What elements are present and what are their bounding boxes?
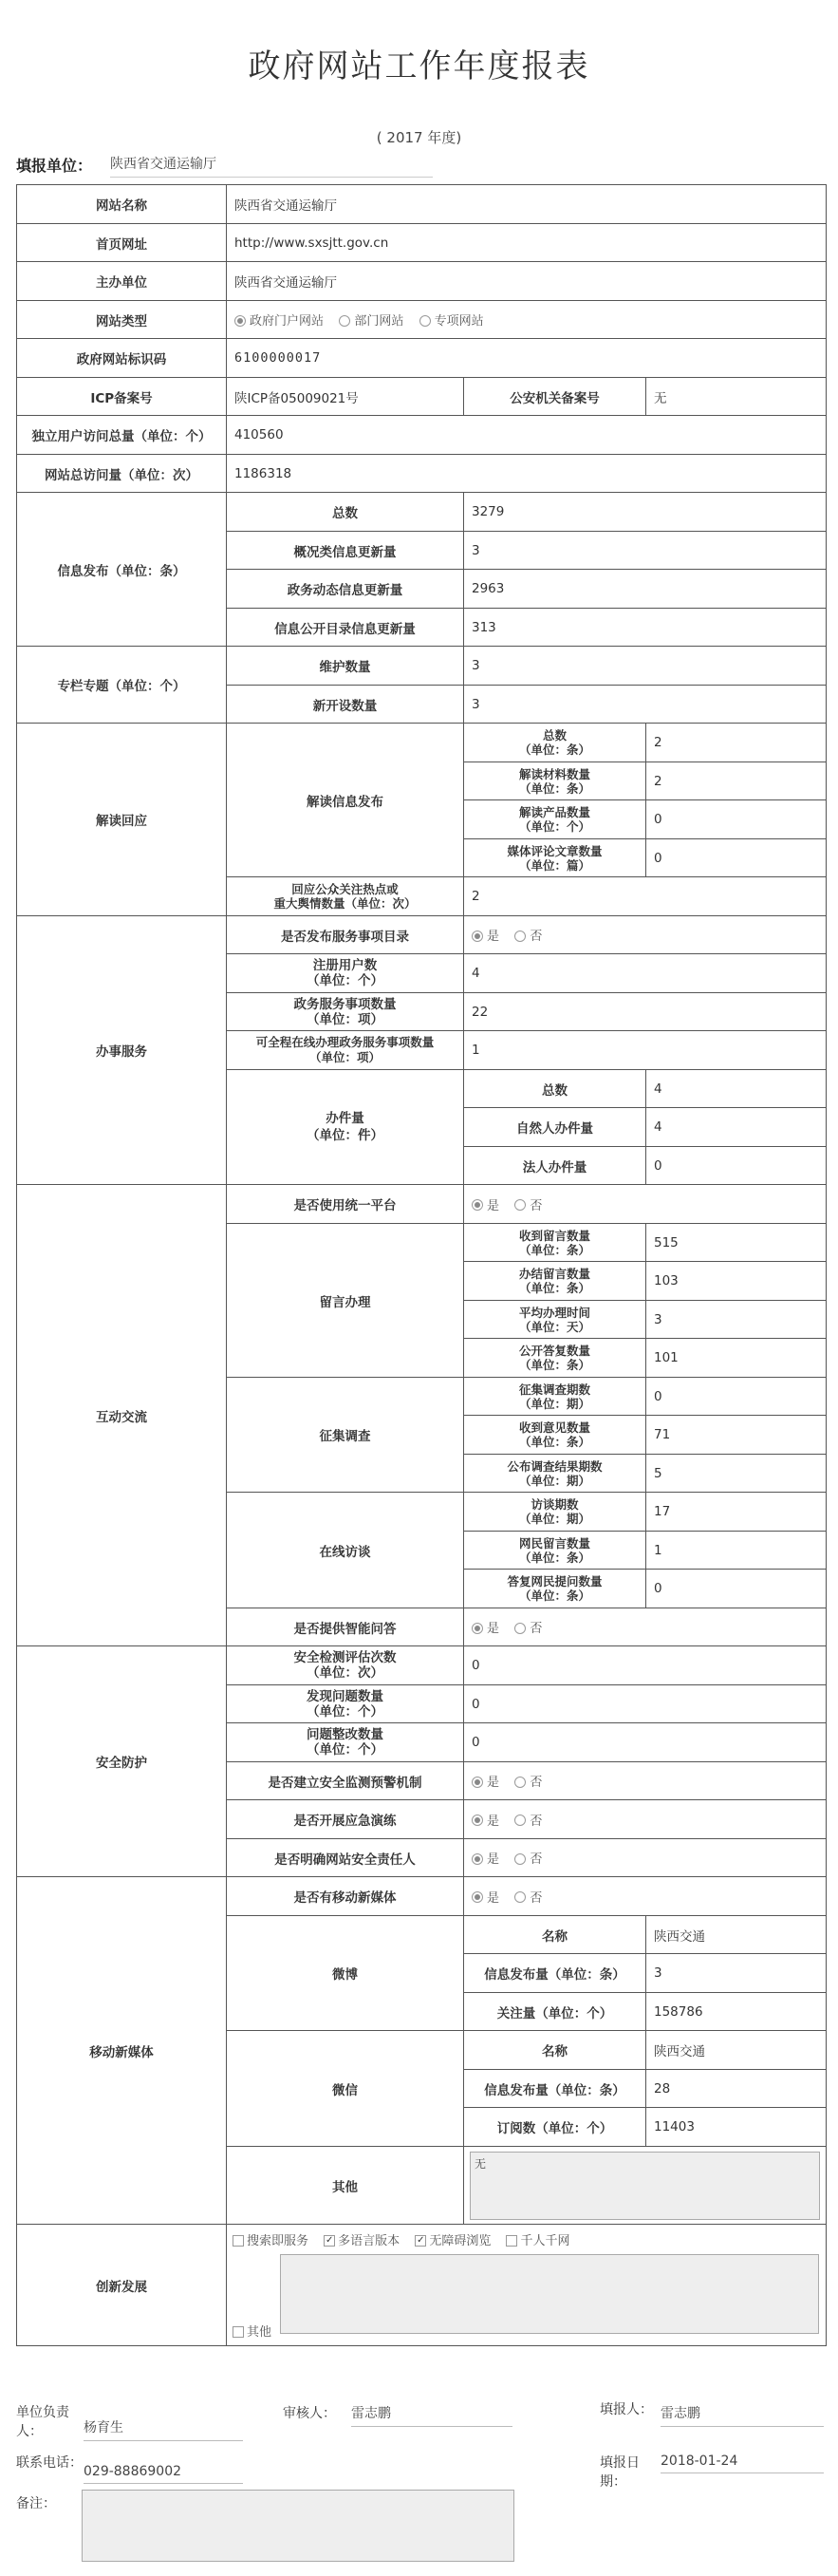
security-owner-radios — [464, 1839, 827, 1877]
checkbox-icon — [233, 2235, 244, 2247]
service-catalog-radios — [464, 916, 827, 954]
security-fixed-field[interactable]: 0 — [464, 1723, 827, 1762]
report-table — [16, 184, 827, 2346]
security-owner-label: 是否明确网站安全责任人 — [227, 1839, 464, 1877]
radio-icon — [234, 315, 246, 327]
weibo-posts-label: 信息发布量（单位：条） — [464, 1954, 646, 1993]
interact-unified-radios — [464, 1185, 827, 1224]
home-url-label: 首页网址 — [17, 224, 227, 262]
reviewer-field[interactable]: 雷志鹏 — [351, 2403, 512, 2427]
radio-icon — [472, 931, 483, 942]
security-tests-label: 安全检测评估次数 （单位：次） — [227, 1646, 464, 1685]
innovation-other-textarea[interactable] — [280, 2254, 819, 2334]
interact-smart-label: 是否提供智能问答 — [227, 1608, 464, 1646]
service-handled-label: 办件量 （单位：件） — [227, 1070, 464, 1185]
info-general-label: 概况类信息更新量 — [227, 532, 464, 570]
site-type-special[interactable]: 专项网站 — [419, 314, 484, 329]
interp-total-field[interactable]: 2 — [646, 724, 827, 762]
interp-product-label: 解读产品数量 （单位：个） — [464, 800, 646, 839]
service-catalog-yes[interactable]: 是 — [472, 930, 499, 944]
interp-group-label: 解读回应 — [17, 724, 227, 916]
wechat-subs-label: 订阅数（单位：个） — [464, 2108, 646, 2147]
interact-smart-radios — [464, 1608, 827, 1646]
info-total-label: 总数 — [227, 493, 464, 532]
security-warn-yes[interactable]: 是 — [472, 1776, 499, 1790]
interview-answers-field[interactable]: 0 — [646, 1570, 827, 1608]
checkbox-checked-icon: ✓ — [417, 2234, 425, 2246]
home-url-field[interactable]: http://www.sxsjtt.gov.cn — [227, 224, 827, 262]
police-label: 公安机关备案号 — [464, 378, 646, 416]
radio-icon — [514, 1891, 526, 1903]
service-group-label: 办事服务 — [17, 916, 227, 1185]
interview-answers-label: 答复网民提问数量 （单位：条） — [464, 1570, 646, 1608]
security-tests-field[interactable]: 0 — [464, 1646, 827, 1685]
date-field[interactable]: 2018-01-24 — [661, 2454, 824, 2473]
security-issues-label: 发现问题数量 （单位：个） — [227, 1685, 464, 1723]
site-name-field[interactable]: 陕西省交通运输厅 — [227, 185, 827, 224]
survey-results-label: 公布调查结果期数 （单位：期） — [464, 1455, 646, 1493]
site-code-field[interactable]: 6100000017 — [227, 339, 827, 378]
security-issues-field[interactable]: 0 — [464, 1685, 827, 1723]
interp-material-label: 解读材料数量 （单位：条） — [464, 762, 646, 800]
weibo-name-label: 名称 — [464, 1916, 646, 1954]
survey-sub-label: 征集调查 — [227, 1378, 464, 1493]
site-type-label: 网站类型 — [17, 301, 227, 339]
checkbox-icon — [233, 2326, 244, 2338]
note-label: 备注： — [16, 2496, 56, 2511]
interact-unified-no[interactable]: 否 — [514, 1199, 542, 1213]
interp-response-field[interactable]: 2 — [464, 877, 827, 916]
service-h-total-label: 总数 — [464, 1070, 646, 1108]
interact-smart-no[interactable]: 否 — [514, 1622, 542, 1636]
wechat-subs-field[interactable]: 11403 — [646, 2108, 827, 2147]
msg-avg-label: 平均办理时间 （单位：天） — [464, 1301, 646, 1339]
weibo-follow-field[interactable]: 158786 — [646, 1993, 827, 2031]
column-group-label: 专栏专题（单位：个） — [17, 647, 227, 724]
innovation-other-row — [233, 2254, 820, 2340]
innovation-other-option[interactable]: 其他 — [233, 2322, 271, 2340]
reporting-unit-field[interactable]: 陕西省交通运输厅 — [110, 154, 433, 178]
interp-product-field[interactable]: 0 — [646, 800, 827, 839]
survey-periods-field[interactable]: 0 — [646, 1378, 827, 1416]
filler-field[interactable]: 雷志鹏 — [661, 2403, 824, 2427]
police-field[interactable]: 无 — [646, 378, 827, 416]
checkbox-icon — [506, 2235, 517, 2247]
radio-icon — [514, 1623, 526, 1634]
interact-unified-yes[interactable]: 是 — [472, 1199, 499, 1213]
msg-avg-field[interactable]: 3 — [646, 1301, 827, 1339]
interview-periods-label: 访谈期数 （单位：期） — [464, 1493, 646, 1532]
info-general-field[interactable]: 3 — [464, 532, 827, 570]
msg-done-field[interactable]: 103 — [646, 1262, 827, 1301]
phone-label: 联系电话： — [16, 2455, 83, 2471]
interp-media-field[interactable]: 0 — [646, 839, 827, 877]
msg-recv-field[interactable]: 515 — [646, 1224, 827, 1262]
interp-media-label: 媒体评论文章数量 （单位：篇） — [464, 839, 646, 877]
mobile-has-label: 是否有移动新媒体 — [227, 1877, 464, 1916]
service-h-legal-label: 法人办件量 — [464, 1147, 646, 1185]
service-h-legal-field[interactable]: 0 — [646, 1147, 827, 1185]
interp-total-label: 总数 （单位：条） — [464, 724, 646, 762]
security-group-label: 安全防护 — [17, 1646, 227, 1877]
site-name-label: 网站名称 — [17, 185, 227, 224]
column-new-label: 新开设数量 — [227, 686, 464, 724]
service-h-person-field[interactable]: 4 — [646, 1108, 827, 1147]
service-online-label: 可全程在线办理政务服务事项数量 （单位：项） — [227, 1031, 464, 1070]
innovation-group-label: 创新发展 — [17, 2225, 227, 2346]
info-open-label: 信息公开目录信息更新量 — [227, 609, 464, 647]
radio-icon — [472, 1891, 483, 1903]
security-drill-label: 是否开展应急演练 — [227, 1800, 464, 1839]
report-year: ( 2017 年度) — [376, 129, 462, 146]
service-online-field[interactable]: 1 — [464, 1031, 827, 1070]
security-drill-radios — [464, 1800, 827, 1839]
note-textarea[interactable] — [82, 2490, 514, 2562]
site-code-label: 政府网站标识码 — [17, 339, 227, 378]
survey-opinions-label: 收到意见数量 （单位：条） — [464, 1416, 646, 1455]
msg-pub-field[interactable]: 101 — [646, 1339, 827, 1378]
info-dynamic-field[interactable]: 2963 — [464, 570, 827, 609]
security-drill-yes[interactable]: 是 — [472, 1814, 499, 1829]
pv-label: 网站总访问量（单位：次） — [17, 455, 227, 493]
mobile-has-yes[interactable]: 是 — [472, 1891, 499, 1906]
innovation-options — [233, 2230, 820, 2248]
site-type-portal[interactable]: 政府门户网站 — [234, 314, 324, 329]
service-users-label: 注册用户数 （单位：个） — [227, 954, 464, 993]
interview-msgs-label: 网民留言数量 （单位：条） — [464, 1532, 646, 1570]
interact-unified-label: 是否使用统一平台 — [227, 1185, 464, 1224]
checkbox-checked-icon: ✓ — [325, 2234, 334, 2246]
mobile-group-label: 移动新媒体 — [17, 1877, 227, 2225]
mobile-other-cell — [464, 2147, 827, 2225]
site-type-radios — [227, 301, 827, 339]
uv-field[interactable]: 410560 — [227, 416, 827, 455]
host-field[interactable]: 陕西省交通运输厅 — [227, 262, 827, 301]
interp-response-label: 回应公众关注热点或 重大舆情数量（单位：次） — [227, 877, 464, 916]
innovation-accessibility[interactable]: ✓ 无障碍浏览 — [417, 2234, 492, 2248]
radio-icon — [472, 1199, 483, 1211]
wechat-name-field[interactable]: 陕西交通 — [646, 2031, 827, 2070]
service-h-person-label: 自然人办件量 — [464, 1108, 646, 1147]
uv-label: 独立用户访问总量（单位：个） — [17, 416, 227, 455]
wechat-name-label: 名称 — [464, 2031, 646, 2070]
service-catalog-label: 是否发布服务事项目录 — [227, 916, 464, 954]
msg-sub-label: 留言办理 — [227, 1224, 464, 1378]
report-title: 政府网站工作年度报表 — [248, 47, 590, 85]
security-fixed-label: 问题整改数量 （单位：个） — [227, 1723, 464, 1762]
survey-periods-label: 征集调查期数 （单位：期） — [464, 1378, 646, 1416]
interact-smart-yes[interactable]: 是 — [472, 1622, 499, 1636]
service-users-field[interactable]: 4 — [464, 954, 827, 993]
interp-material-field[interactable]: 2 — [646, 762, 827, 800]
interview-sub-label: 在线访谈 — [227, 1493, 464, 1608]
mobile-has-radios — [464, 1877, 827, 1916]
date-label: 填报日期： — [600, 2455, 640, 2490]
security-warn-radios — [464, 1762, 827, 1800]
radio-icon — [339, 315, 350, 327]
service-catalog-no[interactable]: 否 — [514, 930, 542, 944]
survey-opinions-field[interactable]: 71 — [646, 1416, 827, 1455]
mobile-has-no[interactable]: 否 — [514, 1891, 542, 1906]
reporting-unit-label: 填报单位： — [16, 157, 93, 175]
weibo-follow-label: 关注量（单位：个） — [464, 1993, 646, 2031]
interview-msgs-field[interactable]: 1 — [646, 1532, 827, 1570]
innovation-cell — [227, 2225, 827, 2346]
radio-icon — [472, 1777, 483, 1788]
radio-icon — [472, 1814, 483, 1826]
msg-done-label: 办结留言数量 （单位：条） — [464, 1262, 646, 1301]
weibo-sub-label: 微博 — [227, 1916, 464, 2031]
wechat-posts-field[interactable]: 28 — [646, 2070, 827, 2108]
radio-icon — [514, 931, 526, 942]
leader-label: 单位负责人： — [16, 2405, 69, 2439]
site-type-department[interactable]: 部门网站 — [339, 314, 403, 329]
radio-icon — [514, 1777, 526, 1788]
msg-pub-label: 公开答复数量 （单位：条） — [464, 1339, 646, 1378]
radio-icon — [419, 315, 431, 327]
service-items-label: 政务服务事项数量 （单位：项） — [227, 993, 464, 1031]
icp-label: ICP备案号 — [17, 378, 227, 416]
column-new-field[interactable]: 3 — [464, 686, 827, 724]
filler-label: 填报人： — [600, 2402, 653, 2417]
security-warn-label: 是否建立安全监测预警机制 — [227, 1762, 464, 1800]
security-warn-no[interactable]: 否 — [514, 1776, 542, 1790]
radio-icon — [472, 1623, 483, 1634]
security-drill-no[interactable]: 否 — [514, 1814, 542, 1829]
radio-icon — [514, 1814, 526, 1826]
radio-icon — [514, 1853, 526, 1865]
radio-icon — [472, 1853, 483, 1865]
pv-field[interactable]: 1186318 — [227, 455, 827, 493]
info-dynamic-label: 政务动态信息更新量 — [227, 570, 464, 609]
radio-icon — [514, 1199, 526, 1211]
mobile-other-textarea[interactable]: 无 — [470, 2152, 820, 2220]
security-owner-no[interactable]: 否 — [514, 1852, 542, 1867]
innovation-search-service[interactable]: 搜索即服务 — [233, 2234, 308, 2248]
interp-sub-label: 解读信息发布 — [227, 724, 464, 877]
interview-periods-field[interactable]: 17 — [646, 1493, 827, 1532]
phone-field[interactable]: 029-88869002 — [84, 2464, 243, 2484]
info-group-label: 信息发布（单位：条） — [17, 493, 227, 647]
interact-group-label: 互动交流 — [17, 1185, 227, 1646]
service-items-field[interactable]: 22 — [464, 993, 827, 1031]
innovation-multilang[interactable]: ✓ 多语言版本 — [325, 2234, 400, 2248]
icp-field[interactable]: 陕ICP备05009021号 — [227, 378, 464, 416]
survey-results-field[interactable]: 5 — [646, 1455, 827, 1493]
info-total-field[interactable]: 3279 — [464, 493, 827, 532]
column-maint-label: 维护数量 — [227, 647, 464, 686]
reviewer-label: 审核人： — [283, 2406, 336, 2421]
leader-field[interactable]: 杨育生 — [84, 2417, 243, 2441]
column-maint-field[interactable]: 3 — [464, 647, 827, 686]
mobile-other-label: 其他 — [227, 2147, 464, 2225]
security-owner-yes[interactable]: 是 — [472, 1852, 499, 1867]
weibo-name-field[interactable]: 陕西交通 — [646, 1916, 827, 1954]
innovation-personalized[interactable]: 千人千网 — [506, 2234, 569, 2248]
host-label: 主办单位 — [17, 262, 227, 301]
wechat-sub-label: 微信 — [227, 2031, 464, 2147]
wechat-posts-label: 信息发布量（单位：条） — [464, 2070, 646, 2108]
info-open-field[interactable]: 313 — [464, 609, 827, 647]
weibo-posts-field[interactable]: 3 — [646, 1954, 827, 1993]
service-h-total-field[interactable]: 4 — [646, 1070, 827, 1108]
msg-recv-label: 收到留言数量 （单位：条） — [464, 1224, 646, 1262]
